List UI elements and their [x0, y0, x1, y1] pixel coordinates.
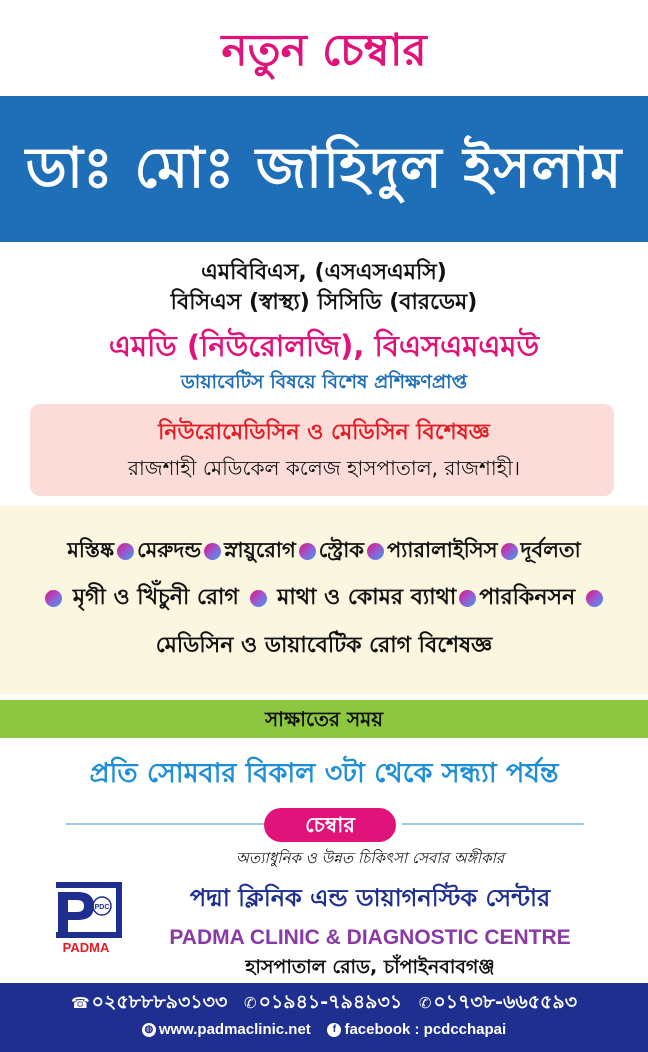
- doctor-name: ডাঃ মোঃ জাহিদুল ইসলাম: [25, 136, 623, 201]
- telephone-icon: ☎: [70, 993, 90, 1012]
- disease-item: মৃগী ও খিঁচুনী রোগ: [72, 585, 239, 610]
- phone-numbers: [0, 986, 648, 1018]
- chamber-label: চেম্বার: [305, 813, 355, 837]
- phone-2-number: ০১৯৪১-৭৯৪৯৩১: [258, 991, 403, 1013]
- disease-item: প্যারালাইসিস: [387, 538, 498, 562]
- degree-line-4: ডায়াবেটিস বিষয়ে বিশেষ প্রশিক্ষণপ্রাপ্ত: [180, 371, 468, 393]
- hospital-name: রাজশাহী মেডিকেল কলেজ হাসপাতাল, রাজশাহী।: [127, 456, 521, 480]
- clinic-address: হাসপাতাল রোড, চাঁপাইনবাবগঞ্জ: [245, 956, 495, 978]
- bullet-dot-icon: [367, 543, 384, 560]
- disease-item: মস্তিষ্ক: [67, 538, 115, 562]
- facebook-icon: f: [327, 1023, 341, 1037]
- bullet-dot-icon: [586, 590, 603, 607]
- bullet-dot-icon: [250, 590, 267, 607]
- facebook-handle: facebook : pcdcchapai: [344, 1021, 507, 1038]
- disease-item: মেরুদন্ড: [137, 538, 202, 562]
- bullet-dot-icon: [299, 543, 316, 560]
- phone-3[interactable]: [419, 991, 577, 1013]
- phone-1[interactable]: [71, 991, 227, 1013]
- website-url: www.padmaclinic.net: [158, 1021, 311, 1038]
- globe-icon: ◍: [142, 1023, 156, 1037]
- phone-3-number: ০১৭৩৮-৬৬৫৫৯৩: [433, 991, 578, 1013]
- degree-line-2: বিসিএস (স্বাস্থ্য) সিসিডি (বারডেম): [170, 290, 478, 315]
- new-chamber-heading: নতুন চেম্বার: [221, 25, 427, 76]
- disease-row-2: [0, 578, 648, 618]
- padma-logo: [42, 880, 126, 960]
- clinic-name-bn: পদ্মা ক্লিনিক এন্ড ডায়াগনস্টিক সেন্টার: [189, 884, 551, 912]
- disease-item: দূর্বলতা: [520, 538, 581, 562]
- divider-left: [66, 823, 276, 825]
- disease-item: স্নায়ুরোগ: [224, 538, 296, 562]
- logo-initials: PDC: [94, 904, 110, 911]
- bullet-dot-icon: [204, 543, 221, 560]
- disease-item: পারকিনসন: [479, 585, 576, 610]
- promise-tagline: অত্যাধুনিক ও উন্নত চিকিৎসা সেবার অঙ্গীকার: [235, 849, 505, 867]
- degree-line-1: এমবিবিএস, (এসএসএমসি): [201, 260, 447, 285]
- disease-row-1: [0, 530, 648, 570]
- specialty-title: নিউরোমেডিসিন ও মেডিসিন বিশেষজ্ঞ: [158, 420, 490, 445]
- website-link[interactable]: [142, 1021, 311, 1038]
- phone-1-number: ০২৫৮৮৮৯৩১৩৩: [91, 991, 228, 1013]
- mobile-phone-icon: ✆: [244, 993, 257, 1012]
- schedule-label: সাক্ষাতের সময়: [264, 707, 384, 731]
- divider-right: [402, 823, 584, 825]
- clinic-name-en: PADMA CLINIC & DIAGNOSTIC CENTRE: [169, 926, 571, 949]
- web-links: [0, 1016, 648, 1044]
- padma-logo-icon: [42, 880, 126, 960]
- disease-row-3: মেডিসিন ও ডায়াবেটিক রোগ বিশেষজ্ঞ: [155, 633, 493, 658]
- phone-2[interactable]: [244, 991, 402, 1013]
- bullet-dot-icon: [459, 590, 476, 607]
- bullet-dot-icon: [117, 543, 134, 560]
- disease-item: স্ট্রোক: [318, 538, 365, 562]
- mobile-phone-icon: ✆: [418, 993, 432, 1012]
- logo-text: PADMA: [62, 940, 110, 955]
- bullet-dot-icon: [501, 543, 518, 560]
- bullet-dot-icon: [45, 590, 62, 607]
- schedule-time: প্রতি সোমবার বিকাল ৩টা থেকে সন্ধ্যা পর্যন্ত: [89, 758, 559, 789]
- disease-item: মাথা ও কোমর ব্যাথা: [277, 585, 457, 610]
- facebook-link[interactable]: [327, 1021, 506, 1038]
- degree-line-3: এমডি (নিউরোলজি), বিএসএমএমউ: [108, 329, 540, 363]
